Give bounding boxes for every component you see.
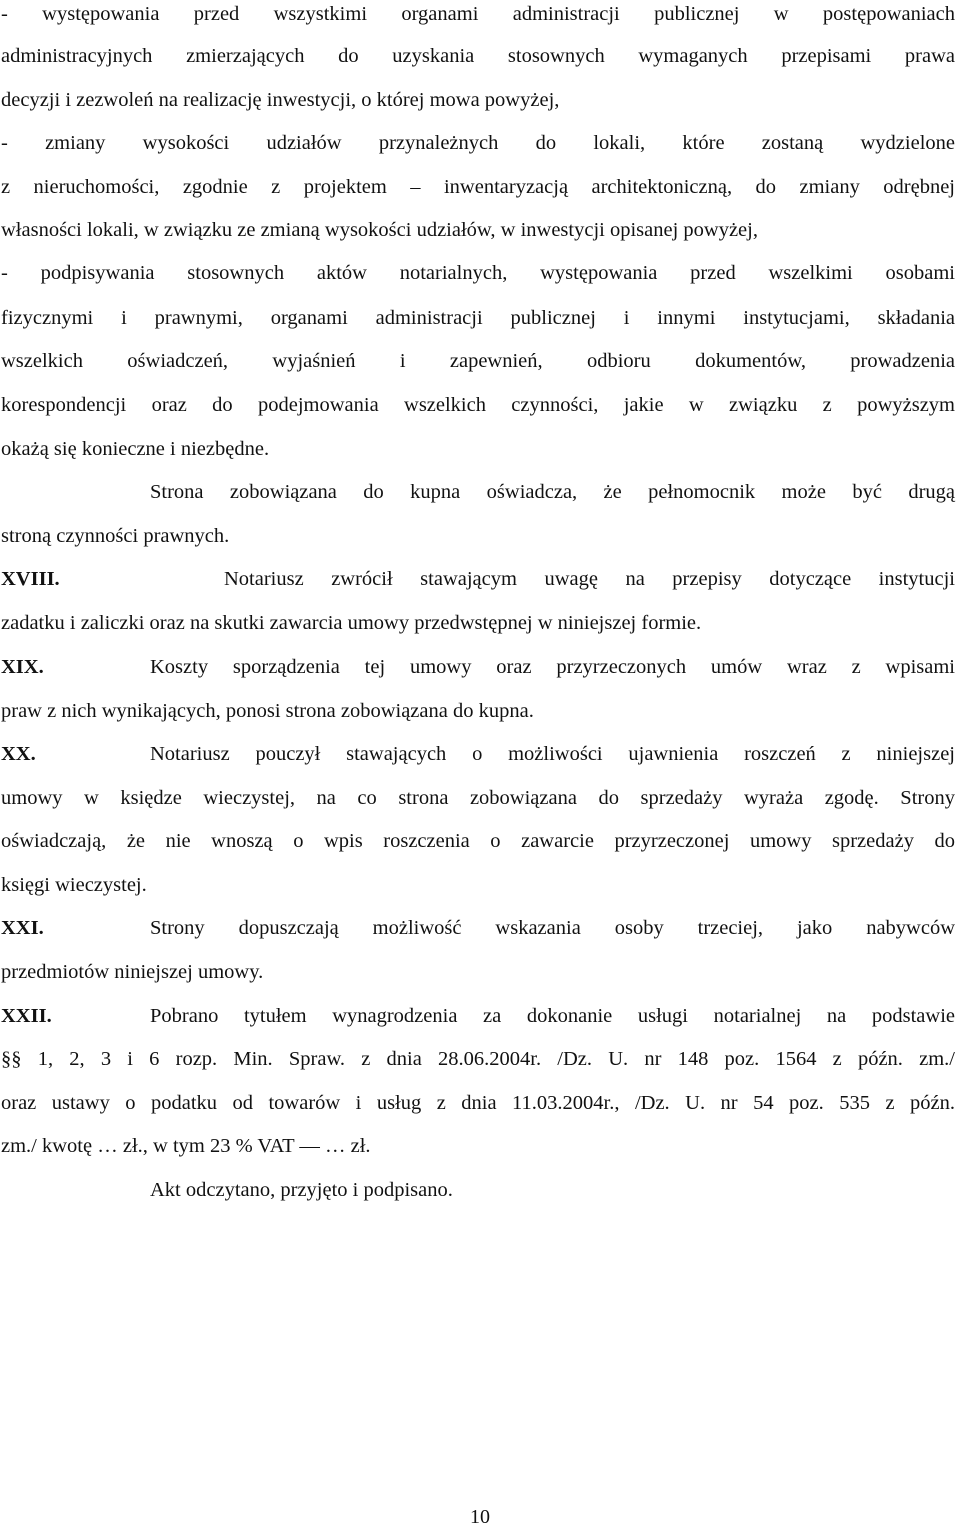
section-number: XXI.: [1, 917, 44, 939]
body-text-line: - występowania przed wszystkimi organami administracji publicznej w postępowaniach: [1, 3, 955, 25]
section-text-line: umowy w księdze wieczystej, na co strona zobowiązana do sprzedaży wyraża zgodę. Strony: [1, 787, 955, 809]
section-text-line: zadatku i zaliczki oraz na skutki zawarcia umowy przedwstępnej w niniejszej formie.: [1, 612, 702, 634]
body-text-line: - podpisywania stosownych aktów notarialnych, występowania przed wszelkimi osobami: [1, 262, 955, 284]
section-text-line: księgi wieczystej.: [1, 874, 147, 896]
section-text-line: oraz ustawy o podatku od towarów i usług z dnia 11.03.2004r., /Dz. U. nr 54 poz. 535 z późn.: [1, 1092, 955, 1114]
body-text-line: okażą się konieczne i niezbędne.: [1, 438, 270, 460]
section-text-line: §§ 1, 2, 3 i 6 rozp. Min. Spraw. z dnia 28.06.2004r. /Dz. U. nr 148 poz. 1564 z późn. zm./: [1, 1048, 955, 1070]
page-number: 10: [470, 1506, 490, 1528]
body-text-line: Strona zobowiązana do kupna oświadcza, że pełnomocnik może być drugą: [150, 481, 955, 503]
section-text-line: przedmiotów niniejszej umowy.: [1, 961, 264, 983]
section-number: XX.: [1, 743, 36, 765]
body-text-line: korespondencji oraz do podejmowania wszelkich czynności, jakie w związku z powyższym: [1, 394, 955, 416]
section-number: XIX.: [1, 656, 44, 678]
section-first-line: Notariusz zwrócił stawającym uwagę na przepisy dotyczące instytucji: [224, 568, 955, 590]
closing-statement: Akt odczytano, przyjęto i podpisano.: [150, 1179, 453, 1201]
body-text-line: stroną czynności prawnych.: [1, 525, 230, 547]
section-number: XXII.: [1, 1005, 52, 1027]
body-text-line: z nieruchomości, zgodnie z projektem – inwentaryzacją architektoniczną, do zmiany odrębnej: [1, 176, 955, 198]
section-first-line: Strony dopuszczają możliwość wskazania osoby trzeciej, jako nabywców: [150, 917, 955, 939]
section-text-line: praw z nich wynikających, ponosi strona zobowiązana do kupna.: [1, 700, 534, 722]
body-text-line: administracyjnych zmierzających do uzyskania stosownych wymaganych przepisami prawa: [1, 45, 955, 67]
section-text-line: oświadczają, że nie wnoszą o wpis roszczenia o zawarcie przyrzeczonej umowy sprzedaży do: [1, 830, 955, 852]
body-text-line: - zmiany wysokości udziałów przynależnych do lokali, które zostaną wydzielone: [1, 132, 955, 154]
body-text-line: wszelkich oświadczeń, wyjaśnień i zapewnień, odbioru dokumentów, prowadzenia: [1, 350, 955, 372]
body-text-line: decyzji i zezwoleń na realizację inwestycji, o której mowa powyżej,: [1, 89, 560, 111]
section-first-line: Pobrano tytułem wynagrodzenia za dokonanie usługi notarialnej na podstawie: [150, 1005, 955, 1027]
section-number: XVIII.: [1, 568, 60, 590]
section-text-line: zm./ kwotę … zł., w tym 23 % VAT — … zł.: [1, 1135, 371, 1157]
body-text-line: fizycznymi i prawnymi, organami administracji publicznej i innymi instytucjami, składania: [1, 307, 955, 329]
section-first-line: Koszty sporządzenia tej umowy oraz przyrzeczonych umów wraz z wpisami: [150, 656, 955, 678]
body-text-line: własności lokali, w związku ze zmianą wysokości udziałów, w inwestycji opisanej powyżej,: [1, 219, 758, 241]
section-first-line: Notariusz pouczył stawających o możliwości ujawnienia roszczeń z niniejszej: [150, 743, 955, 765]
